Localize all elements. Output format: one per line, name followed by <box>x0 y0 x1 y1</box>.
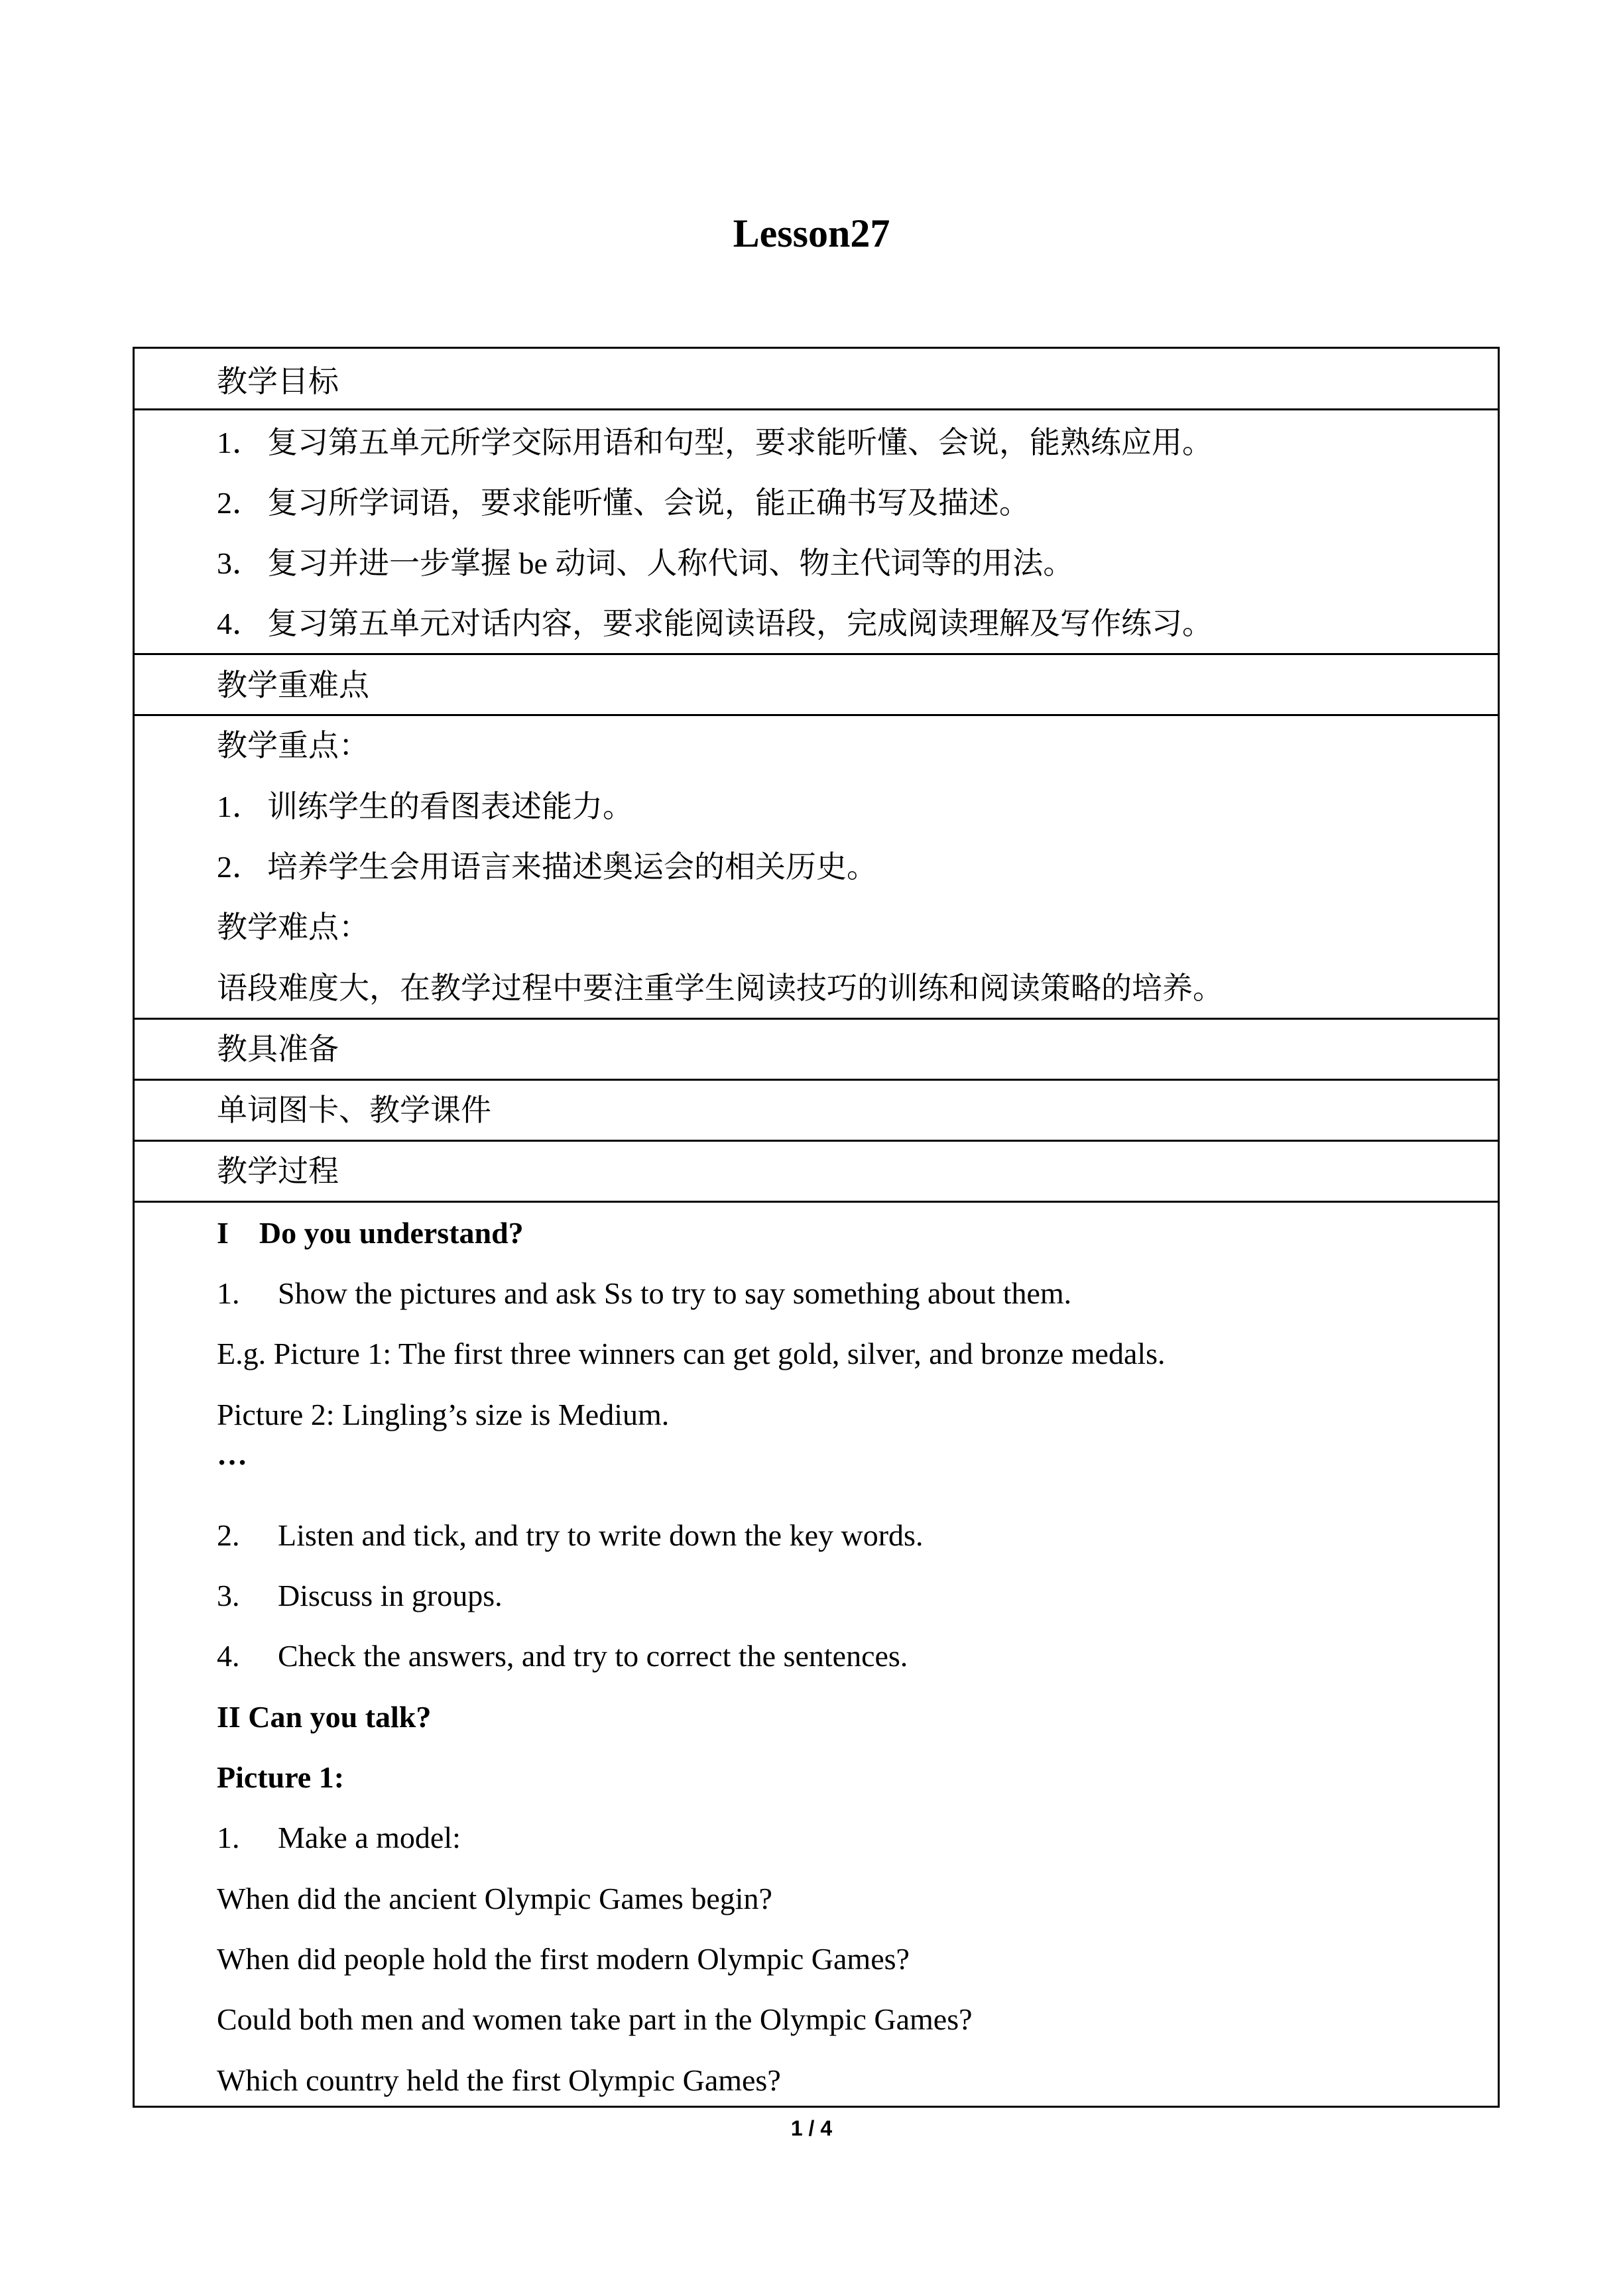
part2-title: II Can you talk? <box>217 1700 432 1734</box>
objective-item: 2． 复习所学词语，要求能听懂、会说，能正确书写及描述。 <box>217 486 1030 520</box>
part1-title: I Do you understand? <box>217 1216 524 1250</box>
objective-item: 1． 复习第五单元所学交际用语和句型，要求能听懂、会说，能熟练应用。 <box>217 426 1213 459</box>
row-divider <box>135 1201 1498 1203</box>
difficulty-text: 语段难度大，在教学过程中要注重学生阅读技巧的训练和阅读策略的培养。 <box>217 971 1223 1005</box>
focus-item: 2． 培养学生会用语言来描述奥运会的相关历史。 <box>217 850 877 884</box>
objectives-header: 教学目标 <box>217 365 339 398</box>
question-text: Could both men and women take part in the Olympic Games? <box>217 2002 973 2036</box>
question-text: When did people hold the first modern Olympic Games? <box>217 1942 910 1976</box>
step-item: 1. Show the pictures and ask Ss to try to say something about them. <box>217 1276 1072 1310</box>
lesson-plan-table <box>133 347 1500 2108</box>
process-header: 教学过程 <box>217 1154 339 1188</box>
question-text: When did the ancient Olympic Games begin? <box>217 1882 772 1915</box>
question-text: Which country held the first Olympic Games? <box>217 2063 781 2097</box>
objective-item: 3． 复习并进一步掌握 be 动词、人称代词、物主代词等的用法。 <box>217 546 1074 580</box>
row-divider <box>135 408 1498 410</box>
picture1-label: Picture 1: <box>217 1760 345 1794</box>
row-divider <box>135 1140 1498 1142</box>
step-item: 4. Check the answers, and try to correct the sentences. <box>217 1639 908 1673</box>
materials-text: 单词图卡、教学课件 <box>217 1093 491 1127</box>
focus-label: 教学重点： <box>217 729 369 762</box>
difficulty-label: 教学难点： <box>217 910 369 944</box>
objective-item: 4． 复习第五单元对话内容，要求能阅读语段，完成阅读理解及写作练习。 <box>217 607 1213 640</box>
example-text: E.g. Picture 1: The first three winners can get gold, silver, and bronze medals. <box>217 1337 1166 1370</box>
page-number: 1 / 4 <box>790 2116 833 2140</box>
ellipsis: … <box>217 1437 247 1471</box>
materials-header: 教具准备 <box>217 1032 339 1066</box>
document-title: Lesson27 <box>733 211 890 255</box>
row-divider <box>135 714 1498 716</box>
step-item: 3. Discuss in groups. <box>217 1579 503 1612</box>
focus-item: 1． 训练学生的看图表述能力。 <box>217 790 633 823</box>
row-divider <box>135 1018 1498 1020</box>
step-item: 1. Make a model: <box>217 1821 461 1854</box>
example-text: Picture 2: Lingling’s size is Medium. <box>217 1398 670 1431</box>
row-divider <box>135 1079 1498 1081</box>
row-divider <box>135 653 1498 655</box>
keypoints-header: 教学重难点 <box>217 668 369 702</box>
step-item: 2. Listen and tick, and try to write down the key words. <box>217 1518 924 1552</box>
